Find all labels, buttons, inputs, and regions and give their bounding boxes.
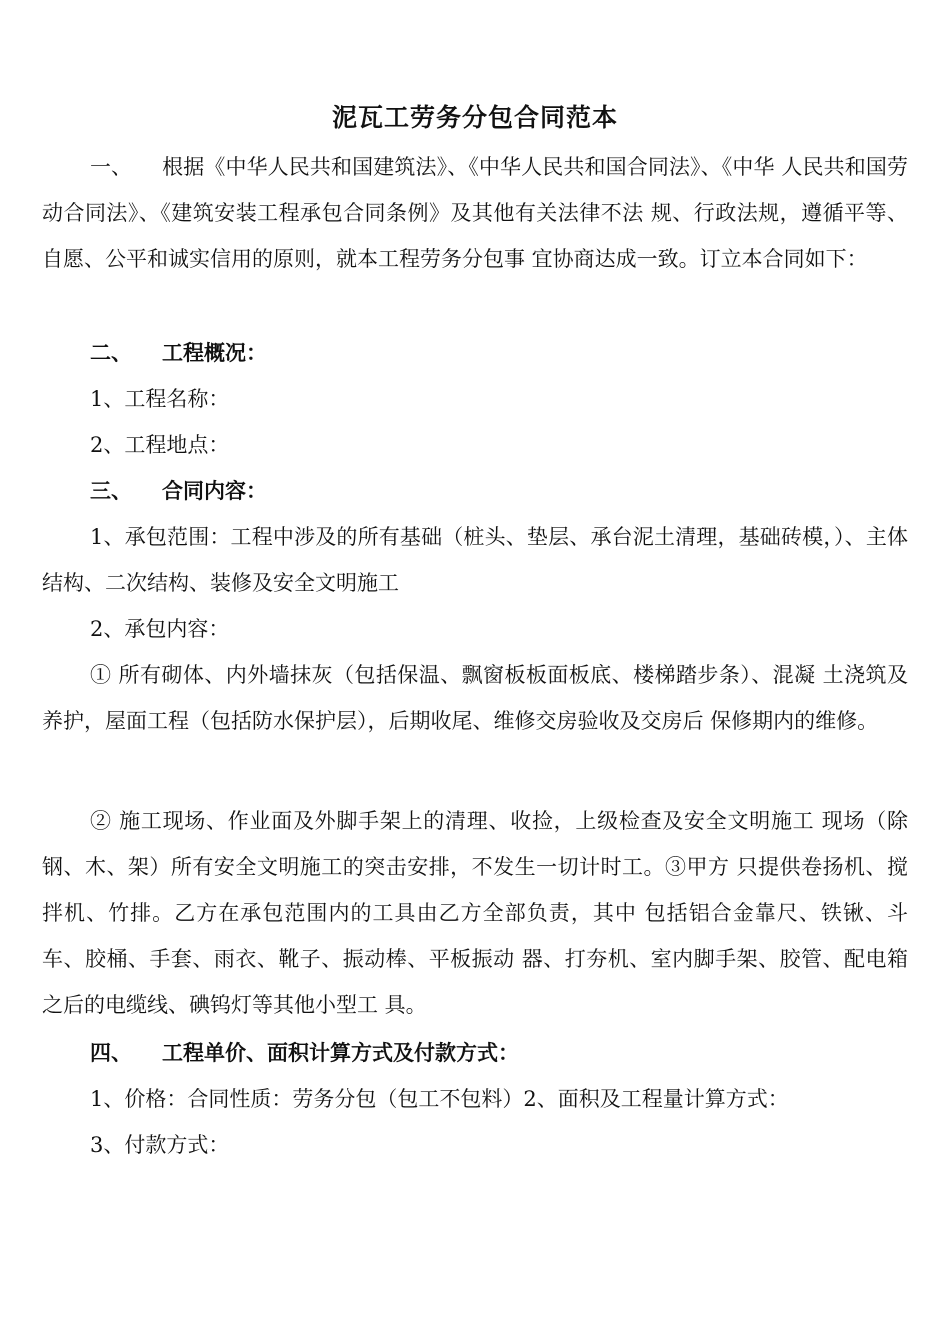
section-3-item-1: 1、承包范围：工程中涉及的所有基础（桩头、垫层、承台泥土清理，基础砖模，）、主体结构、二次结构、装修及安全文明施工 (42, 525, 908, 595)
section-4-number: 四、 (90, 1040, 132, 1065)
section-3-item-2: 2、承包内容： (90, 617, 230, 641)
section-4-item-1: 1、价格：合同性质：劳务分包（包工不包料）2、面积及工程量计算方式： (90, 1087, 789, 1111)
section-2-heading-text: 工程概况： (162, 340, 267, 365)
section-3-heading-text: 合同内容： (162, 478, 267, 503)
section-3-content-2: ② 施工现场、作业面及外脚手架上的清理、收捡，上级检查及安全文明施工 现场（除钢、木、架）所有安全文明施工的突击安排，不发生一切计时工。③甲方 只提供卷扬机、搅拌机、竹排。乙方在承包范围内的工具由乙方全部负责，其中 包括铝合金靠尺、铁锹、斗车、胶桶、手套、雨衣、靴子、振动棒、平板振动 器、打夯机、室内脚手架、胶管、配电箱之后的电缆线、碘钨灯等其他小型工 具。 (42, 809, 908, 1017)
section-2-item-1: 1、工程名称： (90, 387, 230, 411)
section-3-content-1: ① 所有砌体、内外墙抹灰（包括保温、飘窗板板面板底、楼梯踏步条）、混凝 土浇筑及养护，屋面工程（包括防水保护层），后期收尾、维修交房验收及交房后 保修期内的维修。 (42, 663, 908, 733)
section-1-number: 一、 (90, 155, 132, 179)
section-3-number: 三、 (90, 478, 132, 503)
section-4-heading-text: 工程单价、面积计算方式及付款方式： (162, 1040, 519, 1065)
section-2-item-2: 2、工程地点： (90, 433, 230, 457)
section-2-heading (42, 330, 908, 376)
section-2-number: 二、 (90, 340, 132, 365)
section-1-text: 根据《中华人民共和国建筑法》、《中华人民共和国合同法》、《中华 人民共和国劳动合同法》、《建筑安装工程承包合同条例》及其他有关法律不法 规、行政法规，遵循平等、自愿、公平和诚实信用的原则，就本工程劳务分包事 宜协商达成一致。订立本合同如下： (42, 155, 908, 271)
section-4-item-2: 3、付款方式： (90, 1133, 230, 1157)
document-title: 泥瓦工劳务分包合同范本 (331, 103, 618, 132)
section-1-paragraph (42, 144, 908, 282)
section-4-heading (42, 1030, 908, 1076)
section-3-heading (42, 468, 908, 514)
